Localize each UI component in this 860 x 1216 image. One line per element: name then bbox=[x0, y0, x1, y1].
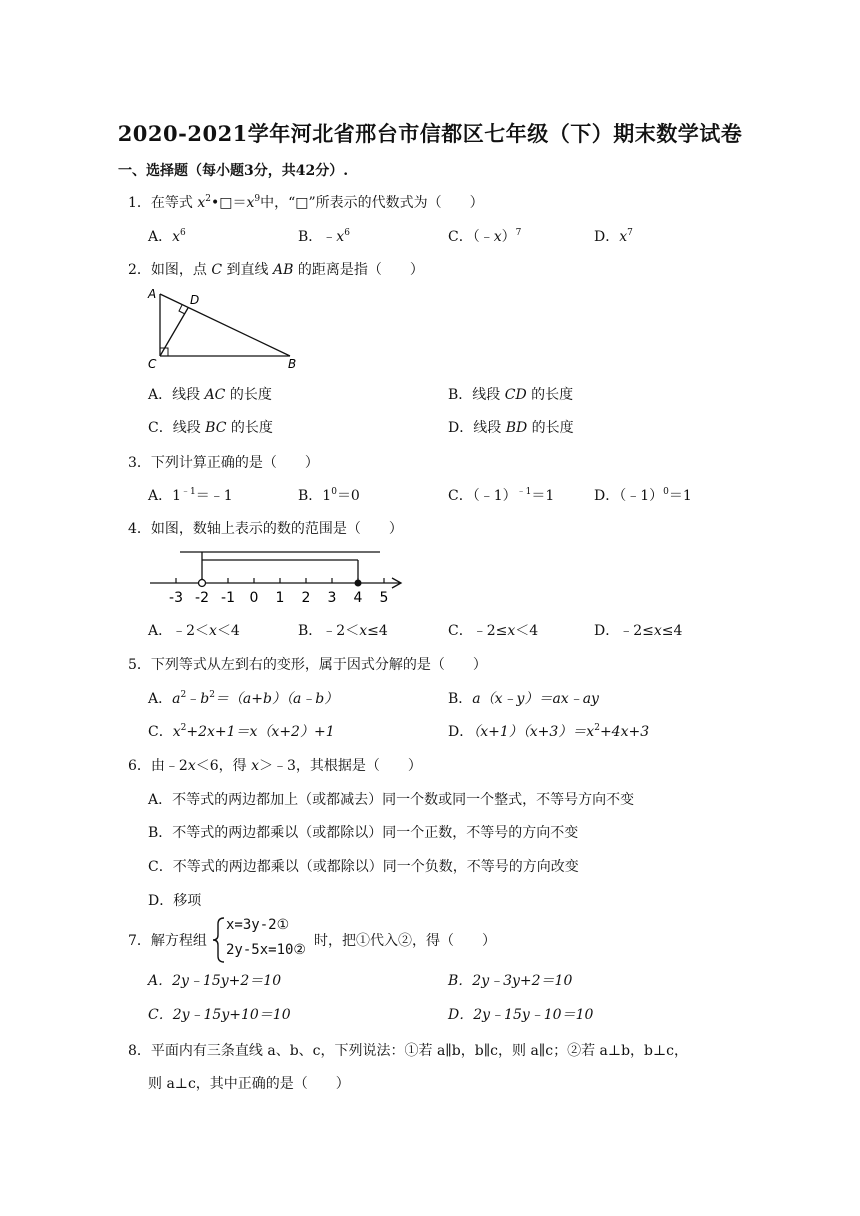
question-3: 3．下列计算正确的是（ ） bbox=[128, 455, 319, 471]
brace-icon bbox=[212, 916, 226, 964]
q5-option-d: D．$(x+1)(x+3)=x^2+4x+3$ bbox=[448, 723, 650, 740]
q1-option-d: D．$x^7$ bbox=[594, 228, 633, 245]
question-7-prefix: 7．解方程组 bbox=[128, 933, 207, 949]
q3-option-a: A．$1^{﹣1}=﹣1$ bbox=[148, 487, 233, 504]
triangle-figure bbox=[146, 284, 306, 374]
tick-label: 3 bbox=[327, 590, 337, 606]
q6-option-c: C．不等式的两边都乘以（或都除以）同一个负数，不等号的方向改变 bbox=[148, 859, 579, 875]
q5-option-c: C．$x^2+2x+1=x(x+2)+1$ bbox=[148, 723, 335, 740]
tick-label: -1 bbox=[221, 590, 235, 606]
q5-option-b: B．a（x﹣y）＝ax﹣ay bbox=[448, 691, 599, 707]
tick-label: 5 bbox=[379, 590, 389, 606]
question-7-suffix: 时，把①代入②，得（ ） bbox=[314, 933, 496, 949]
q6-option-b: B．不等式的两边都乘以（或都除以）同一个正数，不等号的方向不变 bbox=[148, 825, 579, 841]
page-title: 2020-2021学年河北省邢台市信都区七年级（下）期末数学试卷 bbox=[117, 121, 743, 146]
question-2: 2．如图，点 C 到直线 AB 的距离是指（ ） bbox=[128, 262, 424, 278]
closed-point bbox=[355, 580, 362, 587]
tick-label: -2 bbox=[195, 590, 209, 606]
tick-label: -3 bbox=[169, 590, 183, 606]
q2-option-b: B．线段 CD 的长度 bbox=[448, 387, 574, 403]
q3-option-d: D．（﹣1）$^0$＝1 bbox=[594, 487, 692, 504]
question-4: 4．如图，数轴上表示的数的范围是（ ） bbox=[128, 521, 403, 537]
q3-option-c: C．（﹣1）$^{﹣1}$＝1 bbox=[448, 487, 555, 504]
question-5: 5．下列等式从左到右的变形，属于因式分解的是（ ） bbox=[128, 657, 487, 673]
label-a: A bbox=[148, 287, 157, 301]
label-c: C bbox=[148, 357, 157, 371]
label-d: D bbox=[190, 293, 200, 307]
q7-option-b: B．2y﹣3y+2＝10 bbox=[448, 973, 573, 989]
equation-1: x=3y-2① bbox=[226, 917, 290, 933]
label-b: B bbox=[288, 357, 297, 371]
question-8-line-2: 则 a⊥c，其中正确的是（ ） bbox=[148, 1076, 350, 1092]
q3-option-b: B．$1^0=0$ bbox=[298, 487, 360, 504]
q7-option-a: A．2y﹣15y+2＝10 bbox=[148, 973, 282, 989]
open-point bbox=[199, 580, 206, 587]
q7-option-c: C．2y﹣15y+10＝10 bbox=[148, 1007, 291, 1023]
q2-option-d: D．线段 BD 的长度 bbox=[448, 420, 574, 436]
equation-2: 2y-5x=10② bbox=[226, 942, 306, 958]
q4-option-b: B．﹣2＜x≤4 bbox=[298, 623, 388, 639]
section-heading: 一、选择题（每小题3分，共42分）. bbox=[118, 163, 349, 179]
question-1: 1．在等式 $x^2•□=x^9$中，“□”所表示的代数式为（ ） bbox=[128, 194, 484, 211]
q7-option-d: D．2y﹣15y﹣10＝10 bbox=[448, 1007, 594, 1023]
q6-option-a: A．不等式的两边都加上（或都减去）同一个数或同一个整式，不等号方向不变 bbox=[148, 792, 635, 808]
q2-option-a: A．线段 AC 的长度 bbox=[148, 387, 272, 403]
number-line-figure bbox=[146, 544, 408, 608]
q4-option-c: C．﹣2≤x＜4 bbox=[448, 623, 539, 639]
question-8-line-1: 8．平面内有三条直线 a、b、c，下列说法：①若 a∥b，b∥c，则 a∥c；②若 a⊥b，b⊥c， bbox=[128, 1043, 688, 1059]
q1-option-a: A．$x^6$ bbox=[148, 228, 186, 245]
question-6: 6．由﹣2x＜6，得 x＞﹣3，其根据是（ ） bbox=[128, 758, 422, 774]
tick-label: 2 bbox=[301, 590, 311, 606]
q4-option-a: A．﹣2＜x＜4 bbox=[148, 623, 240, 639]
tick-label: 0 bbox=[249, 590, 259, 606]
q4-option-d: D．﹣2≤x≤4 bbox=[594, 623, 683, 639]
q6-option-d: D．移项 bbox=[148, 893, 202, 909]
q2-option-c: C．线段 BC 的长度 bbox=[148, 420, 273, 436]
q1-option-c: C．（﹣x）$^7$ bbox=[448, 228, 522, 245]
tick-label: 1 bbox=[275, 590, 285, 606]
q1-option-b: B．$﹣x^6$ bbox=[298, 228, 350, 245]
q5-option-a: A．$a^2﹣b^2=(a+b)(a﹣b)$ bbox=[148, 690, 339, 707]
tick-label: 4 bbox=[353, 590, 363, 606]
